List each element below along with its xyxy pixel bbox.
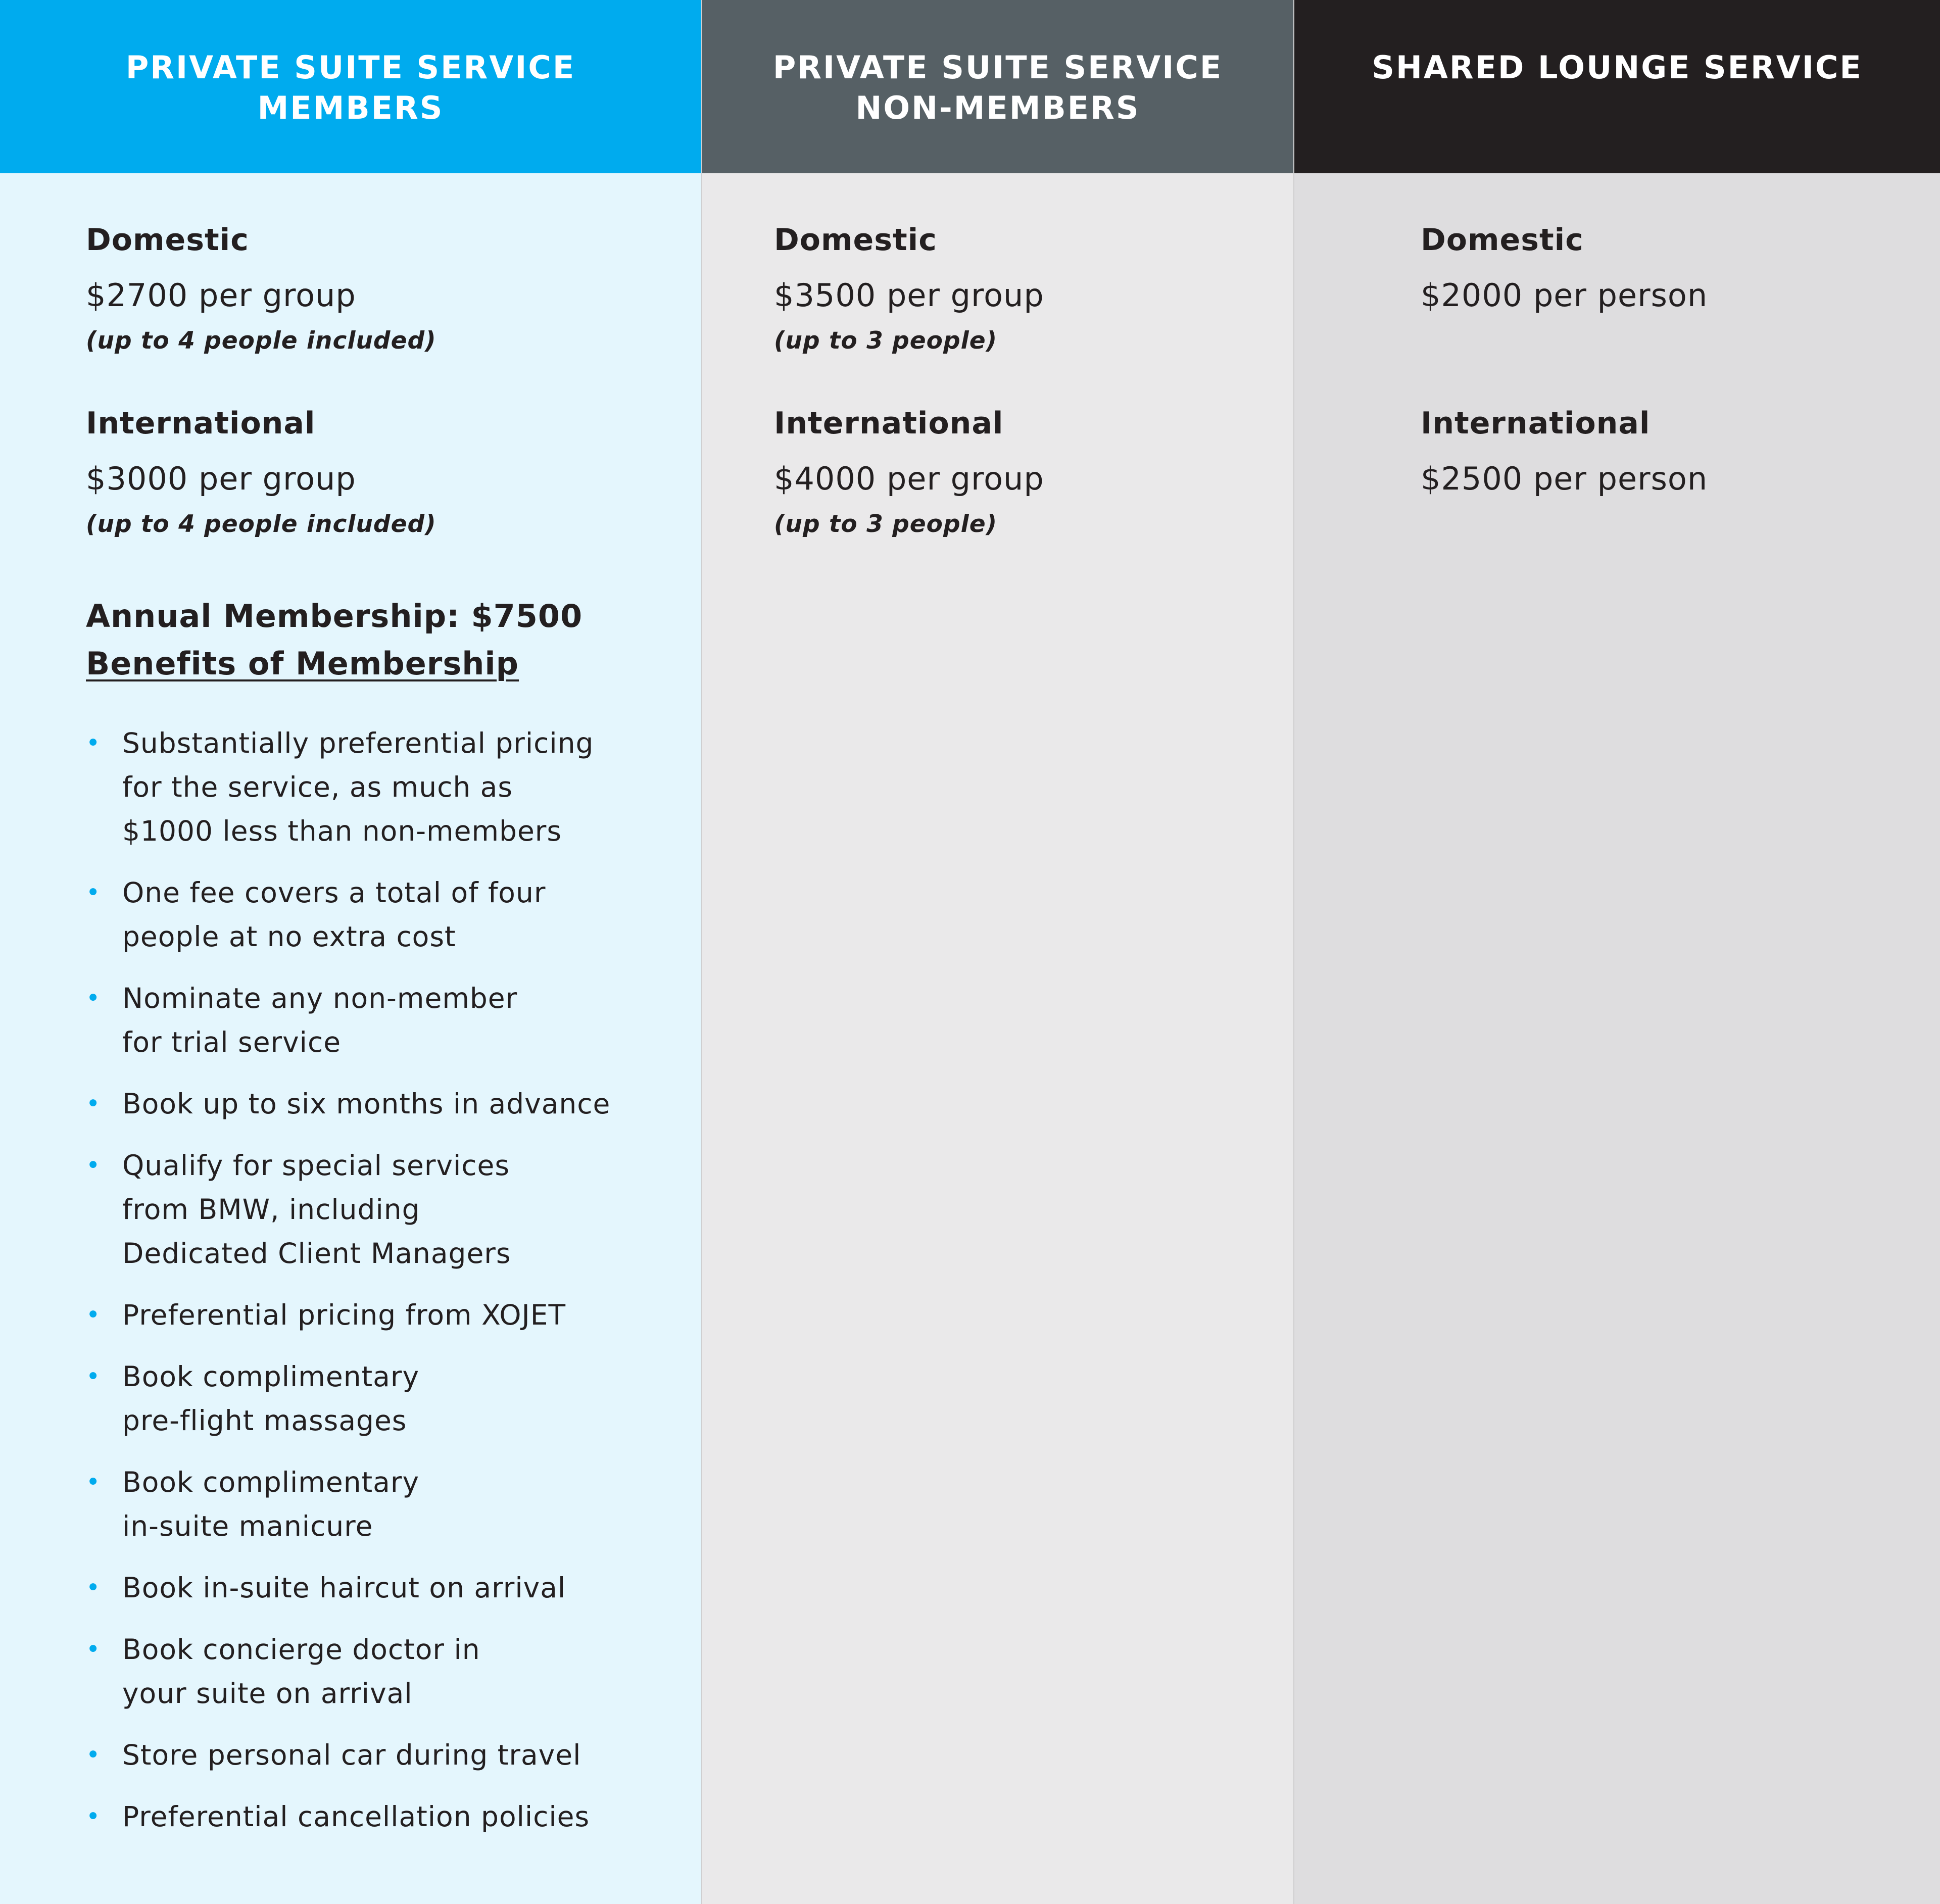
international-label: International (1421, 406, 1651, 441)
members-column-header (0, 0, 701, 173)
bullet-icon: • (86, 1362, 101, 1391)
domestic-pricing (1421, 222, 1708, 315)
domestic-label: Domestic (774, 222, 937, 258)
domestic-pricing (774, 222, 1044, 356)
benefit-text: your suite on arrival (122, 1677, 413, 1710)
international-pricing (774, 405, 1044, 540)
benefit-text: for the service, as much as (122, 771, 513, 803)
international-note: (up to 3 people) (774, 510, 998, 538)
benefit-text: Book complimentary (122, 1466, 420, 1498)
international-pricing (86, 405, 437, 540)
bullet-icon: • (86, 1468, 101, 1496)
domestic-price: $3500 per group (774, 277, 1044, 314)
international-note: (up to 4 people included) (86, 510, 437, 538)
benefit-item (86, 721, 616, 853)
domestic-price: $2000 per person (1421, 277, 1708, 314)
header-line: MEMBERS (257, 89, 444, 126)
benefit-text: Book in-suite haircut on arrival (122, 1572, 566, 1604)
header-line: PRIVATE SUITE SERVICE (125, 49, 576, 86)
benefit-text: One fee covers a total of four (122, 876, 546, 909)
benefit-item (86, 1144, 616, 1276)
domestic-price: $2700 per group (86, 277, 356, 314)
shared-lounge-column-header (1294, 0, 1940, 173)
benefit-text: Book complimentary (122, 1360, 420, 1393)
benefit-text: Qualify for special services (122, 1149, 510, 1182)
benefit-text: in-suite manicure (122, 1510, 373, 1542)
benefit-item (86, 1082, 616, 1126)
non-members-column (701, 0, 1293, 1904)
bullet-icon: • (86, 1741, 101, 1769)
bullet-icon: • (86, 1574, 101, 1602)
benefit-text: Substantially preferential pricing (122, 727, 594, 759)
domestic-note: (up to 3 people) (774, 327, 998, 355)
benefit-text: Preferential cancellation policies (122, 1800, 590, 1833)
benefit-item (86, 977, 616, 1064)
benefits-list (86, 721, 616, 1839)
international-price: $2500 per person (1421, 460, 1708, 497)
domestic-label: Domestic (1421, 222, 1584, 258)
members-column (0, 0, 701, 1904)
benefit-item (86, 1293, 616, 1337)
benefit-text: for trial service (122, 1026, 342, 1058)
benefit-text: from BMW, including (122, 1193, 420, 1226)
bullet-icon: • (86, 1802, 101, 1831)
header-line: NON-MEMBERS (855, 89, 1140, 126)
header-line: PRIVATE SUITE SERVICE (772, 49, 1223, 86)
benefit-item (86, 1460, 616, 1548)
bullet-icon: • (86, 1635, 101, 1664)
bullet-icon: • (86, 1090, 101, 1118)
bullet-icon: • (86, 878, 101, 907)
benefit-text: people at no extra cost (122, 920, 456, 953)
benefit-text: $1000 less than non-members (122, 815, 562, 847)
international-price: $3000 per group (86, 460, 356, 497)
benefit-text: Nominate any non-member (122, 982, 518, 1014)
domestic-pricing (86, 222, 437, 356)
benefit-item (86, 1733, 616, 1777)
benefit-item (86, 1628, 616, 1716)
benefit-text: pre-flight massages (122, 1404, 407, 1437)
membership-summary (86, 593, 583, 688)
benefit-item (86, 871, 616, 959)
benefit-text: Dedicated Client Managers (122, 1237, 511, 1270)
benefits-of-membership-heading: Benefits of Membership (86, 645, 519, 682)
bullet-icon: • (86, 729, 101, 757)
benefit-item (86, 1795, 616, 1839)
domestic-note: (up to 4 people included) (86, 327, 437, 355)
benefit-text: Book up to six months in advance (122, 1088, 611, 1120)
non-members-column-header (702, 0, 1293, 173)
header-line: SHARED LOUNGE SERVICE (1372, 49, 1863, 86)
benefit-item (86, 1355, 616, 1443)
benefit-text: Book concierge doctor in (122, 1633, 480, 1666)
benefit-text: Store personal car during travel (122, 1739, 581, 1771)
shared-lounge-column (1293, 0, 1940, 1904)
bullet-icon: • (86, 984, 101, 1012)
international-price: $4000 per group (774, 460, 1044, 497)
international-pricing (1421, 405, 1708, 498)
annual-membership: Annual Membership: $7500 (86, 598, 583, 634)
international-label: International (774, 406, 1004, 441)
bullet-icon: • (86, 1151, 101, 1180)
bullet-icon: • (86, 1301, 101, 1329)
international-label: International (86, 406, 316, 441)
benefit-text: Preferential pricing from XOJET (122, 1299, 566, 1331)
benefits-section (86, 721, 616, 1857)
domestic-label: Domestic (86, 222, 249, 258)
benefit-item (86, 1566, 616, 1610)
